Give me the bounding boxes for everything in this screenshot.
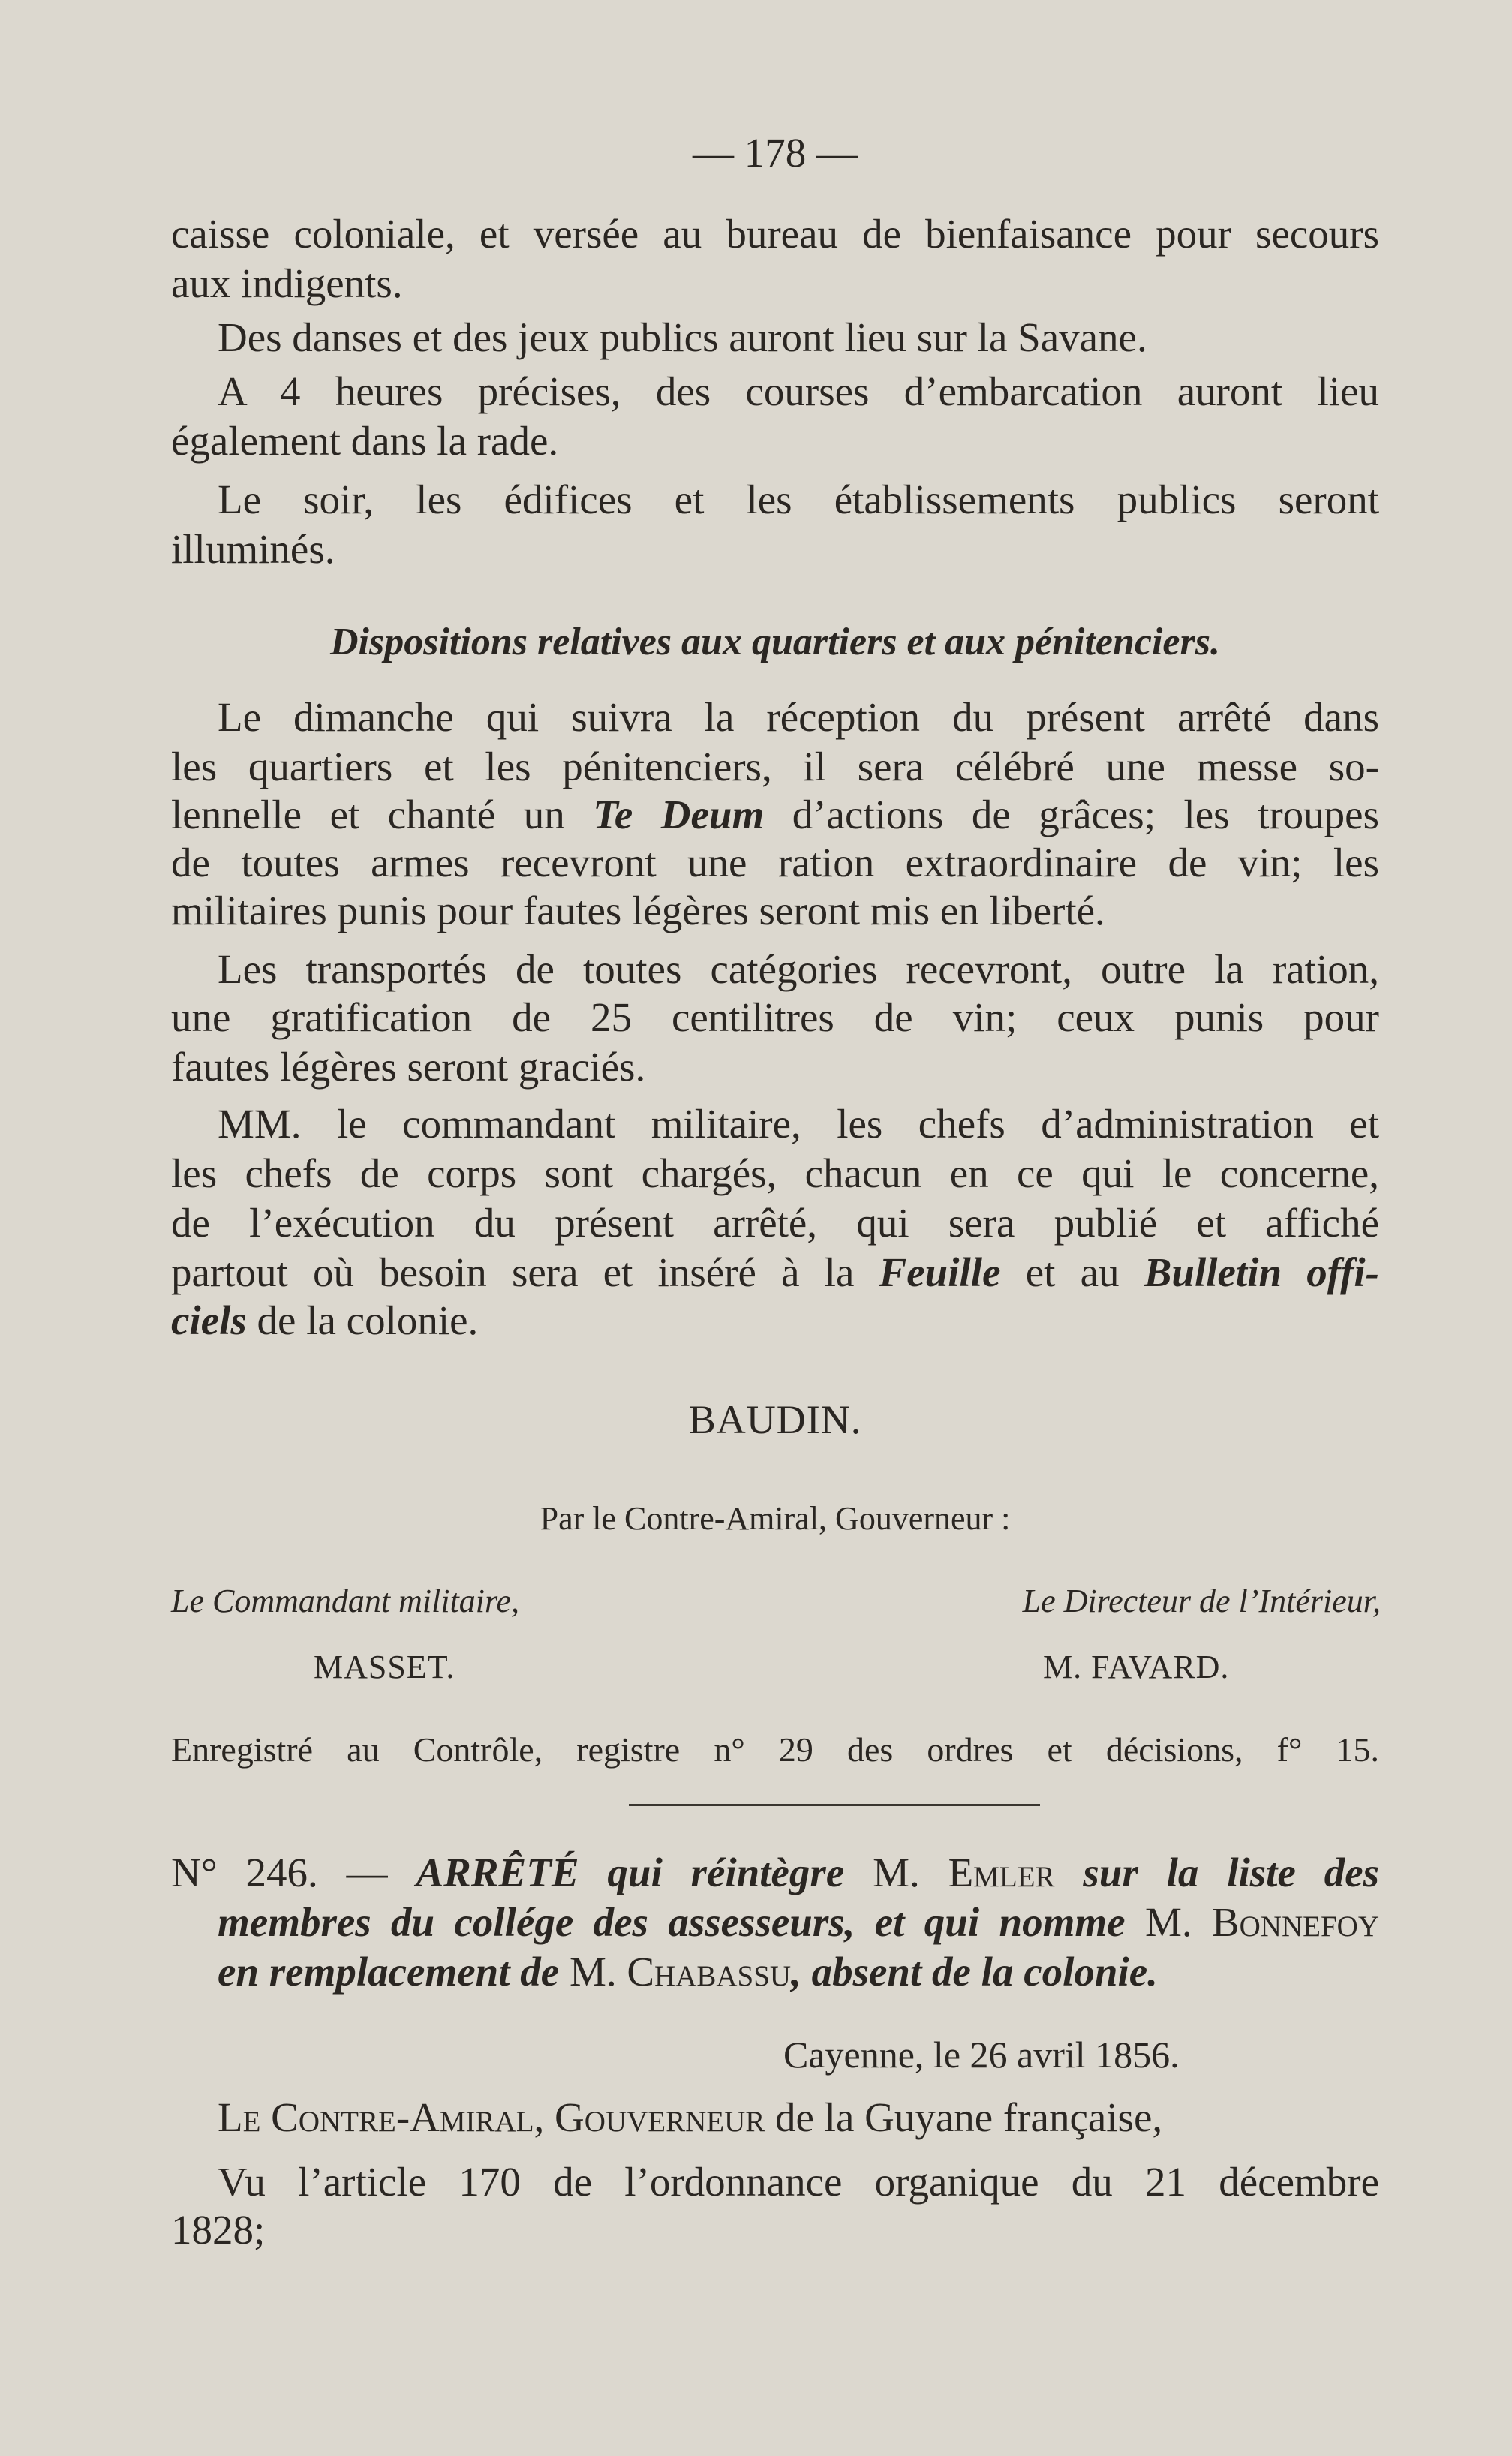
paragraph-line: Le dimanche qui suivra la réception du présent arrêté dans [218, 694, 1379, 740]
paragraph-line: partout où besoin sera et inséré à la Feuille et au Bulletin offi- [171, 1249, 1379, 1295]
paragraph-line: militaires punis pour fautes légères seront mis en liberté. [171, 888, 1105, 933]
paragraph-line: aux indigents. [171, 260, 403, 306]
left-signatory-title: Le Commandant militaire, [171, 1583, 520, 1619]
te-deum-italic: Te Deum [593, 792, 765, 837]
paragraph-line: Vu l’article 170 de l’ordonnance organique du 21 décembre [218, 2159, 1379, 2205]
paragraph-line: Les transportés de toutes catégories recevront, outre la ration, [218, 946, 1379, 992]
section-divider [629, 1804, 1040, 1806]
paragraph-line: A 4 heures précises, des courses d’embarcation auront lieu [218, 368, 1379, 414]
place-date: Cayenne, le 26 avril 1856. [783, 2034, 1180, 2076]
paragraph-line: également dans la rade. [171, 418, 559, 464]
paragraph-line: 1828; [171, 2207, 266, 2253]
paragraph-line: MM. le commandant militaire, les chefs d’administration et [218, 1101, 1379, 1147]
paragraph-line: de toutes armes recevront une ration extraordinaire de vin; les [171, 840, 1379, 885]
right-signatory-title: Le Directeur de l’Intérieur, [1022, 1583, 1381, 1619]
paragraph-line: une gratification de 25 centilitres de vin; ceux punis pour [171, 994, 1379, 1040]
arrete-heading-line: en remplacement de M. Chabassu, absent de la colonie. [218, 1949, 1158, 1995]
arrete-heading-line: membres du collége des assesseurs, et qui nomme M. Bonnefoy [218, 1899, 1379, 1945]
par-le-line: Par le Contre-Amiral, Gouverneur : [540, 1500, 1011, 1537]
paragraph-line: caisse coloniale, et versée au bureau de bienfaisance pour secours [171, 211, 1379, 257]
paragraph-line: les chefs de corps sont chargés, chacun en ce qui le concerne, [171, 1150, 1379, 1196]
registration-line: Enregistré au Contrôle, registre n° 29 des ordres et décisions, f° 15. [171, 1730, 1379, 1769]
bulletin-italic: Bulletin offi- [1144, 1249, 1379, 1295]
section-heading: Dispositions relatives aux quartiers et aux pénitenciers. [330, 621, 1220, 663]
arrete-heading-line: N° 246. — ARRÊTÉ qui réintègre M. Emler sur la liste des [171, 1850, 1380, 1895]
paragraph-line: ciels de la colonie. [171, 1297, 479, 1343]
paragraph-line: lennelle et chanté un Te Deum d’actions de grâces; les troupes [171, 792, 1379, 837]
paragraph-line: Des danses et des jeux publics auront lieu sur la Savane. [218, 314, 1147, 360]
paragraph-line: Le soir, les édifices et les établissements publics seront [218, 476, 1379, 522]
paragraph-line: illuminés. [171, 526, 335, 572]
right-signatory-name: M. FAVARD. [1043, 1649, 1230, 1685]
paragraph-line: les quartiers et les pénitenciers, il sera célébré une messe so- [171, 744, 1379, 789]
left-signatory-name: MASSET. [314, 1649, 455, 1685]
signature: BAUDIN. [688, 1397, 862, 1442]
paragraph-line: de l’exécution du présent arrêté, qui sera publié et affiché [171, 1200, 1379, 1246]
page-number: — 178 — [693, 130, 858, 176]
feuille-italic: Feuille [879, 1249, 1001, 1295]
governor-line: Le Contre-Amiral, Gouverneur de la Guyane française, [218, 2094, 1163, 2140]
paragraph-line: fautes légères seront graciés. [171, 1044, 646, 1090]
